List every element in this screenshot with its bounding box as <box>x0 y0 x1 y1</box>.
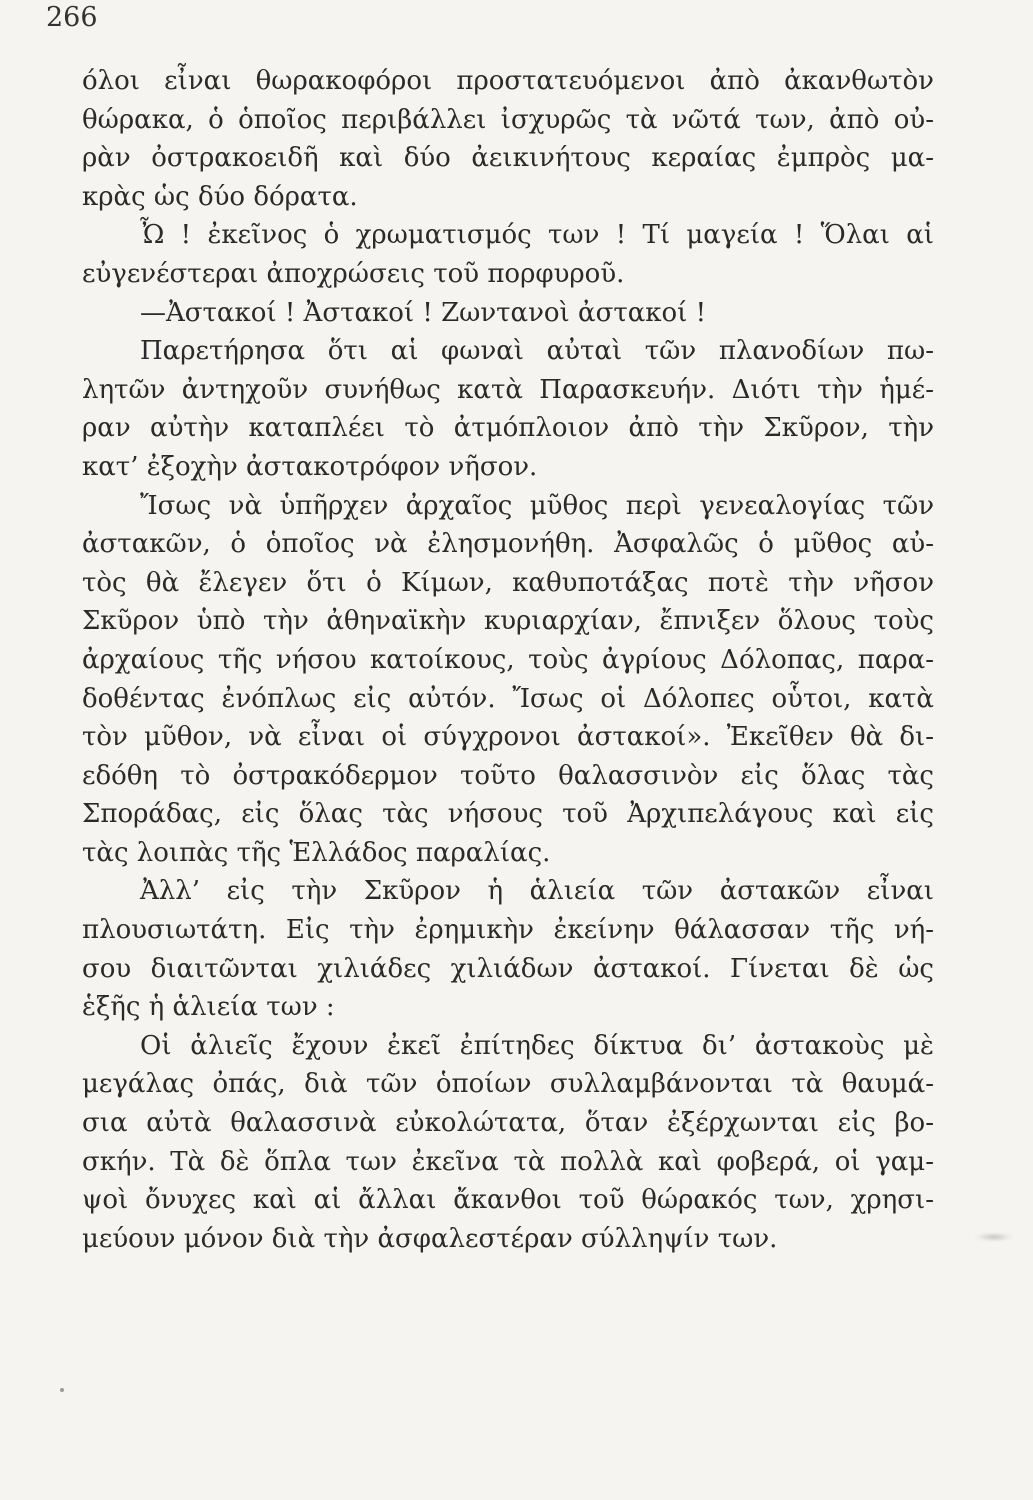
text-line: σου διαιτῶνται χιλιάδες χιλιάδων ἀστακοί. Γίνεται δὲ ὡς <box>82 953 934 984</box>
text-line: θώρακα, ὁ ὁποῖος περιβάλλει ἰσχυρῶς τὰ νῶτά των, ἀπὸ οὐ- <box>82 104 934 135</box>
page-number: 266 <box>46 2 98 33</box>
text-line: εὐγενέστεραι ἀποχρώσεις τοῦ πορφυροῦ. <box>82 258 625 289</box>
text-line: πλουσιωτάτη. Εἰς τὴν ἐρημικὴν ἐκείνην θάλασσαν τῆς νή- <box>82 915 934 946</box>
text-line: Οἱ ἁλιεῖς ἔχουν ἐκεῖ ἐπίτηδες δίκτυα δι’ ἀστακοὺς μὲ <box>140 1030 934 1061</box>
text-line: —Ἀστακοί ! Ἀστακοί ! Ζωντανοὶ ἀστακοί ! <box>140 297 707 328</box>
text-line: τὸς θὰ ἔλεγεν ὅτι ὁ Κίμων, καθυποτάξας ποτὲ τὴν νῆσον <box>82 567 934 598</box>
text-line: Ἴσως νὰ ὑπῆρχεν ἀρχαῖος μῦθος περὶ γενεαλογίας τῶν <box>140 490 934 521</box>
text-line: σκήν. Τὰ δὲ ὅπλα των ἐκεῖνα τὰ πολλὰ καὶ φοβερά, οἱ γαμ- <box>82 1146 934 1177</box>
text-line: ψοὶ ὄνυχες καὶ αἱ ἄλλαι ἄκανθοι τοῦ θώρακός των, χρησι- <box>82 1185 934 1216</box>
text-line: κατ’ ἐξοχὴν ἀστακοτρόφον νῆσον. <box>82 451 538 482</box>
text-line: ἑξῆς ἡ ἁλιεία των : <box>82 992 335 1023</box>
text-line: μεύουν μόνον διὰ τὴν ἀσφαλεστέραν σύλληψίν των. <box>82 1223 778 1254</box>
text-line: Σκῦρον ὑπὸ τὴν ἀθηναϊκὴν κυριαρχίαν, ἔπνιξεν ὅλους τοὺς <box>82 606 934 637</box>
text-line: εδόθη τὸ ὀστρακόδερμον τοῦτο θαλασσινὸν εἰς ὅλας τὰς <box>82 760 934 791</box>
text-line: όλοι εἶναι θωρακοφόροι προστατευόμενοι ἀπὸ ἀκανθωτὸν <box>82 66 934 96</box>
text-line: τὸν μῦθον, νὰ εἶναι οἱ σύγχρονοι ἀστακοί». Ἐκεῖθεν θὰ δι- <box>82 722 934 753</box>
text-line: μεγάλας ὀπάς, διὰ τῶν ὁποίων συλλαμβάνονται τὰ θαυμά- <box>82 1069 934 1100</box>
text-line: σια αὐτὰ θαλασσινὰ εὐκολώτατα, ὅταν ἐξέρχωνται εἰς βο- <box>82 1108 934 1139</box>
text-line: ἀρχαίους τῆς νήσου κατοίκους, τοὺς ἀγρίους Δόλοπας, παρα- <box>82 644 934 675</box>
print-speck <box>975 1232 1013 1242</box>
text-line: Σποράδας, εἰς ὅλας τὰς νήσους τοῦ Ἀρχιπελάγους καὶ εἰς <box>82 799 934 830</box>
text-line: ρὰν ὀστρακοειδῆ καὶ δύο ἀεικινήτους κεραίας ἐμπρὸς μα- <box>82 143 934 174</box>
text-line: κρὰς ὡς δύο δόρατα. <box>82 181 358 212</box>
print-dot <box>60 1388 64 1392</box>
text-line: λητῶν ἀντηχοῦν συνήθως κατὰ Παρασκευήν. Διότι τὴν ἡμέ- <box>82 374 934 405</box>
text-line: τὰς λοιπὰς τῆς Ἑλλάδος παραλίας. <box>82 837 551 868</box>
text-line: Ἀλλ’ εἰς τὴν Σκῦρον ἡ ἁλιεία τῶν ἀστακῶν εἶναι <box>140 876 934 907</box>
text-line: Παρετήρησα ὅτι αἱ φωναὶ αὐταὶ τῶν πλανοδίων πω- <box>140 336 934 367</box>
body-text <box>82 62 934 1258</box>
text-line: δοθέντας ἐνόπλως εἰς αὐτόν. Ἴσως οἱ Δόλοπες οὗτοι, κατὰ <box>82 683 934 714</box>
text-line: ραν αὐτὴν καταπλέει τὸ ἀτμόπλοιον ἀπὸ τὴν Σκῦρον, τὴν <box>82 413 934 444</box>
text-line: ἀστακῶν, ὁ ὁποῖος νὰ ἐλησμονήθη. Ἀσφαλῶς ὁ μῦθος αὐ- <box>82 529 934 560</box>
text-line: Ὦ ! ἐκεῖνος ὁ χρωματισμός των ! Τί μαγεία ! Ὅλαι αἱ <box>140 220 934 251</box>
